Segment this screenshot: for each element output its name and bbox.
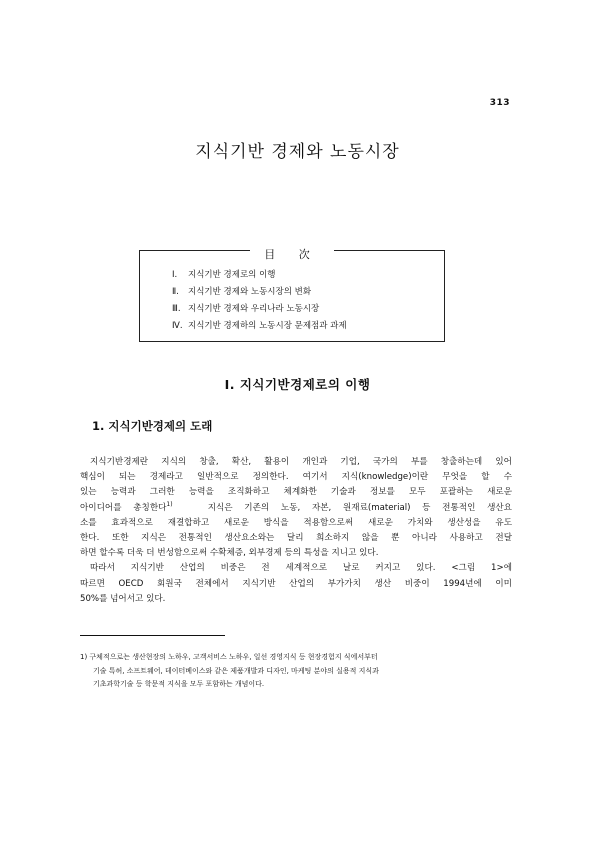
toc-label: 目 次 [250, 248, 334, 261]
body-line: 소를 효과적으로 재결합하고 새로운 방식을 적용함으로써 새로운 가치와 생산성을 유도 [80, 517, 512, 528]
footnote-ref: 1) [166, 500, 173, 508]
footnote-marker: 1) [80, 653, 88, 661]
toc-item [172, 284, 347, 301]
subsection-heading: 1. 지식기반경제의 도래 [92, 419, 213, 433]
toc-list [172, 267, 347, 335]
footnote [80, 651, 512, 692]
toc-item-text: 지식기반 경제하의 노동시장 문제점과 과제 [188, 321, 347, 331]
toc-item [172, 318, 347, 335]
toc-item-number: Ⅳ. [172, 321, 183, 331]
page-number: 313 [489, 98, 510, 108]
body-line: 따르면 OECD 회원국 전체에서 지식기반 산업의 부가가치 생산 비중이 1994년에 이미 [80, 578, 512, 589]
footnote-divider [80, 635, 225, 636]
body-line-prefix: 아이디어를 총칭한다 [80, 502, 167, 513]
footnote-text: 구체적으로는 생산현장의 노하우, 고객서비스 노하우, 일선 경영지식 등 현장경험지 식에서부터 [89, 653, 378, 661]
body-line: 지식기반경제란 지식의 창출, 확산, 활용이 개인과 기업, 국가의 부를 창출하는데 있어 [90, 457, 512, 467]
body-line: 따라서 지식기반 산업의 비중은 전 세계적으로 날로 커지고 있다. <그림 1>에 [90, 563, 512, 574]
body-line: 핵심이 되는 경제라고 일반적으로 정의한다. 여기서 지식(knowledge)이란 무엇을 할 수 [80, 472, 512, 483]
toc-item-text: 지식기반 경제와 노동시장의 변화 [188, 287, 312, 297]
toc-item-text: 지식기반 경제와 우리나라 노동시장 [188, 304, 320, 314]
section-heading: Ⅰ. 지식기반경제로의 이행 [224, 377, 371, 392]
body-line: 있는 능력과 그러한 능력을 조직화하고 체계화한 기술과 정보를 모두 포괄하는 새로운 [80, 487, 512, 498]
toc-label-wrap [140, 243, 444, 262]
page-title: 지식기반 경제와 노동시장 [195, 142, 400, 162]
body-paragraph [80, 455, 512, 607]
toc-item-number: Ⅰ. [172, 270, 178, 280]
table-of-contents [139, 250, 445, 342]
toc-item-text: 지식기반 경제로의 이행 [188, 270, 276, 280]
body-line: 하면 할수록 더욱 더 번성함으로써 수확체증, 외부경제 등의 특성을 지니고 있다. [80, 548, 379, 559]
footnote-line: 기초과학기술 등 학문적 지식을 모두 포함하는 개념이다. [93, 680, 265, 688]
footnote-line: 기술 특허, 소프트웨어, 데이터베이스와 같은 제품개발과 디자인, 마케팅 분야의 실용적 지식과 [93, 666, 379, 675]
body-line: 50%를 넘어서고 있다. [80, 593, 166, 604]
toc-item [172, 301, 347, 318]
toc-item-number: Ⅱ. [172, 287, 179, 297]
toc-item [172, 267, 347, 284]
body-line [80, 501, 512, 516]
toc-item-number: Ⅲ. [172, 304, 181, 314]
footnote-line [80, 651, 512, 665]
body-line: 한다. 또한 지식은 전통적인 생산요소와는 달리 희소하지 않을 뿐 아니라 사용하고 전달 [80, 533, 512, 544]
body-line-rest: 지식은 기존의 노동, 자본, 원재료(material) 등 전통적인 생산요 [207, 502, 512, 513]
